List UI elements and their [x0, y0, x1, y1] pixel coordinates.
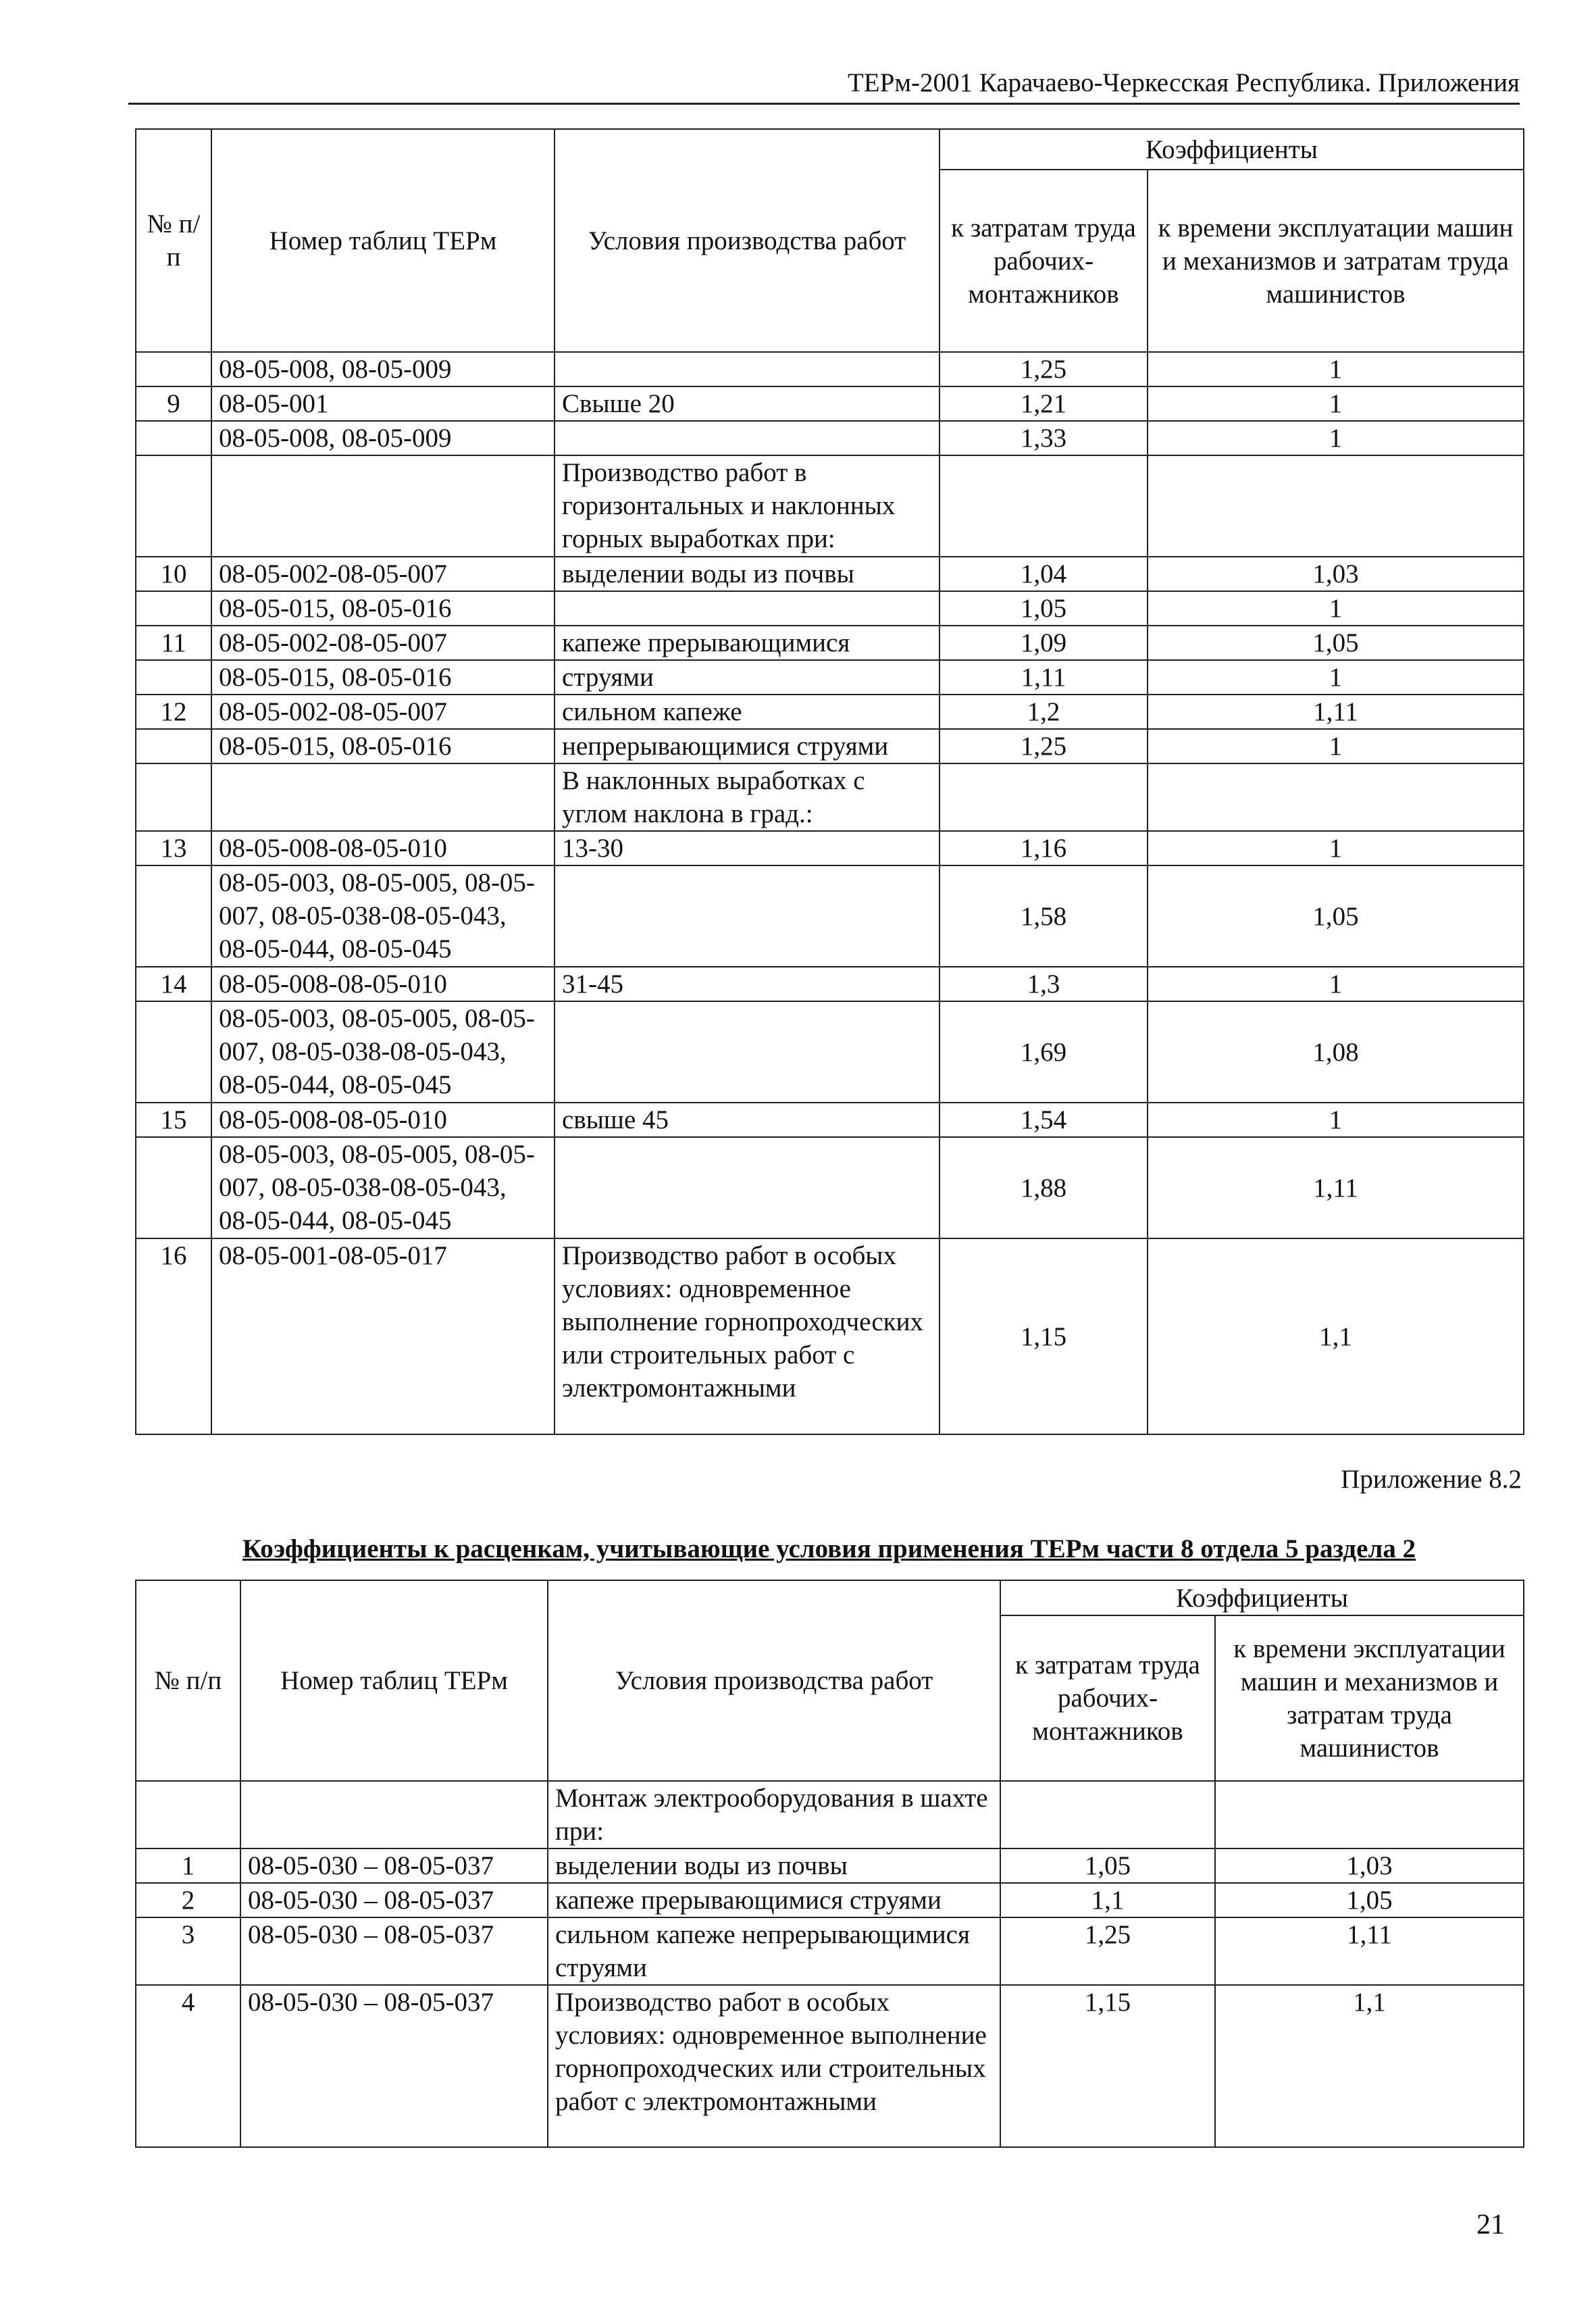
- row-coef-labor: [939, 455, 1148, 557]
- row-conditions: [555, 865, 939, 967]
- row-tables: 08-05-002-08-05-007: [211, 695, 555, 729]
- coefficients-table-2: [135, 1580, 1524, 2148]
- row-coef-machines: 1: [1148, 352, 1524, 386]
- row-coef-labor: 1,58: [939, 865, 1148, 967]
- table-row: [136, 1137, 1524, 1238]
- row-coef-labor: 1,11: [939, 660, 1148, 695]
- row-conditions: Свыше 20: [555, 386, 939, 421]
- row-coef-labor: 1,69: [939, 1001, 1148, 1103]
- row-coef-labor: 1,16: [939, 831, 1148, 865]
- header-coef-machines: к времени эксплуатации машин и механизмов и затратам труда машинистов: [1215, 1615, 1524, 1781]
- table-row: [136, 421, 1524, 455]
- row-conditions: [555, 1137, 939, 1238]
- row-tables: 08-05-003, 08-05-005, 08-05-007, 08-05-038-08-05-043, 08-05-044, 08-05-045: [211, 1137, 555, 1238]
- row-conditions: струями: [555, 660, 939, 695]
- row-coef-machines: 1,1: [1215, 1985, 1524, 2147]
- row-coef-machines: 1,03: [1215, 1848, 1524, 1883]
- row-num: [136, 729, 211, 763]
- row-tables: 08-05-003, 08-05-005, 08-05-007, 08-05-038-08-05-043, 08-05-044, 08-05-045: [211, 1001, 555, 1103]
- header-conditions: Условия производства работ: [548, 1580, 1000, 1781]
- row-tables: 08-05-003, 08-05-005, 08-05-007, 08-05-038-08-05-043, 08-05-044, 08-05-045: [211, 865, 555, 967]
- table-row: [136, 660, 1524, 695]
- row-tables: 08-05-015, 08-05-016: [211, 729, 555, 763]
- row-num: [136, 1137, 211, 1238]
- row-tables: 08-05-030 – 08-05-037: [240, 1985, 548, 2147]
- row-conditions: сильном капеже: [555, 695, 939, 729]
- row-num: [136, 660, 211, 695]
- row-tables: 08-05-008-08-05-010: [211, 967, 555, 1001]
- row-coef-labor: 1,3: [939, 967, 1148, 1001]
- row-tables: [211, 763, 555, 831]
- table-row: [136, 763, 1524, 831]
- row-conditions: капеже прерывающимися: [555, 626, 939, 660]
- table-row: [136, 455, 1524, 557]
- row-coef-machines: 1,11: [1215, 1917, 1524, 1985]
- row-conditions: Производство работ в горизонтальных и наклонных горных выработках при:: [555, 455, 939, 557]
- row-tables: 08-05-008-08-05-010: [211, 1103, 555, 1137]
- row-num: 10: [136, 557, 211, 591]
- row-num: [136, 763, 211, 831]
- table-row: [136, 1103, 1524, 1137]
- row-num: [136, 1781, 240, 1848]
- row-num: 16: [136, 1238, 211, 1434]
- table-row: [136, 1238, 1524, 1434]
- row-coef-labor: [939, 763, 1148, 831]
- row-conditions: [555, 1001, 939, 1103]
- row-num: [136, 421, 211, 455]
- header-num: № п/п: [136, 129, 211, 352]
- table-row: [136, 1883, 1524, 1917]
- row-tables: 08-05-030 – 08-05-037: [240, 1848, 548, 1883]
- row-tables: 08-05-001: [211, 386, 555, 421]
- row-num: 13: [136, 831, 211, 865]
- header-coef-machines: к времени эксплуатации машин и механизмов и затратам труда машинистов: [1148, 170, 1524, 352]
- row-conditions: Производство работ в особых условиях: одновременное выполнение горнопроходческих или строительных работ с электромонтажными: [548, 1985, 1000, 2147]
- row-coef-machines: [1148, 763, 1524, 831]
- row-tables: [211, 455, 555, 557]
- table-row: [136, 626, 1524, 660]
- row-tables: 08-05-001-08-05-017: [211, 1238, 555, 1434]
- table-row: [136, 1001, 1524, 1103]
- row-tables: 08-05-008, 08-05-009: [211, 421, 555, 455]
- row-coef-machines: 1: [1148, 729, 1524, 763]
- row-coef-machines: 1,08: [1148, 1001, 1524, 1103]
- row-coef-machines: 1,05: [1215, 1883, 1524, 1917]
- row-coef-labor: 1,21: [939, 386, 1148, 421]
- row-tables: 08-05-008, 08-05-009: [211, 352, 555, 386]
- coefficients-table-1: [135, 128, 1524, 1435]
- row-num: 2: [136, 1883, 240, 1917]
- row-num: [136, 352, 211, 386]
- row-num: 4: [136, 1985, 240, 2147]
- row-tables: [240, 1781, 548, 1848]
- row-num: 9: [136, 386, 211, 421]
- row-coef-machines: 1,05: [1148, 626, 1524, 660]
- row-coef-machines: 1: [1148, 660, 1524, 695]
- running-header: ТЕРм-2001 Карачаево-Черкесская Республика. Приложения: [128, 66, 1520, 105]
- row-tables: 08-05-015, 08-05-016: [211, 591, 555, 626]
- row-conditions: выделении воды из почвы: [555, 557, 939, 591]
- row-num: [136, 591, 211, 626]
- row-coef-labor: 1,04: [939, 557, 1148, 591]
- page-number: 21: [1476, 2209, 1505, 2240]
- row-coef-machines: 1: [1148, 831, 1524, 865]
- table-row: [136, 967, 1524, 1001]
- row-coef-machines: 1: [1148, 1103, 1524, 1137]
- row-coef-machines: 1,11: [1148, 1137, 1524, 1238]
- row-coef-labor: 1,15: [1000, 1985, 1215, 2147]
- header-conditions: Условия производства работ: [555, 129, 939, 352]
- row-num: [136, 1001, 211, 1103]
- row-conditions: 31-45: [555, 967, 939, 1001]
- table-row: [136, 865, 1524, 967]
- table-row: [136, 386, 1524, 421]
- row-conditions: [555, 421, 939, 455]
- row-coef-labor: 1,25: [939, 729, 1148, 763]
- row-conditions: капеже прерывающимися струями: [548, 1883, 1000, 1917]
- row-coef-machines: 1: [1148, 967, 1524, 1001]
- row-num: 12: [136, 695, 211, 729]
- header-coef-labor: к затратам труда рабочих-монтажников: [1000, 1615, 1215, 1781]
- row-conditions: выделении воды из почвы: [548, 1848, 1000, 1883]
- table-row: [136, 1985, 1524, 2147]
- row-coef-machines: 1,03: [1148, 557, 1524, 591]
- row-coef-machines: [1215, 1781, 1524, 1848]
- row-coef-machines: 1: [1148, 421, 1524, 455]
- row-tables: 08-05-002-08-05-007: [211, 557, 555, 591]
- row-num: 15: [136, 1103, 211, 1137]
- table-row: [136, 1917, 1524, 1985]
- table-row: [136, 352, 1524, 386]
- row-coef-labor: 1,25: [939, 352, 1148, 386]
- row-coef-labor: 1,05: [939, 591, 1148, 626]
- row-tables: 08-05-015, 08-05-016: [211, 660, 555, 695]
- table-row: [136, 1781, 1524, 1848]
- row-coef-labor: 1,1: [1000, 1883, 1215, 1917]
- header-num: № п/п: [136, 1580, 240, 1781]
- table-row: [136, 1848, 1524, 1883]
- row-conditions: 13-30: [555, 831, 939, 865]
- table-row: [136, 591, 1524, 626]
- row-coef-labor: 1,15: [939, 1238, 1148, 1434]
- row-tables: 08-05-002-08-05-007: [211, 626, 555, 660]
- row-tables: 08-05-030 – 08-05-037: [240, 1917, 548, 1985]
- row-coef-labor: 1,54: [939, 1103, 1148, 1137]
- row-num: 1: [136, 1848, 240, 1883]
- row-coef-labor: 1,2: [939, 695, 1148, 729]
- header-coefficients: Коэффициенты: [939, 129, 1524, 170]
- table-row: [136, 831, 1524, 865]
- row-coef-machines: 1,1: [1148, 1238, 1524, 1434]
- row-coef-labor: [1000, 1781, 1215, 1848]
- row-conditions: сильном капеже непрерывающимися струями: [548, 1917, 1000, 1985]
- row-conditions: непрерывающимися струями: [555, 729, 939, 763]
- table-row: [136, 729, 1524, 763]
- row-tables: 08-05-030 – 08-05-037: [240, 1883, 548, 1917]
- row-conditions: [555, 591, 939, 626]
- row-conditions: В наклонных выработках с углом наклона в град.:: [555, 763, 939, 831]
- row-coef-machines: [1148, 455, 1524, 557]
- row-coef-labor: 1,09: [939, 626, 1148, 660]
- row-coef-labor: 1,33: [939, 421, 1148, 455]
- appendix-label: Приложение 8.2: [1341, 1465, 1522, 1494]
- row-num: 3: [136, 1917, 240, 1985]
- header-tables: Номер таблиц ТЕРм: [240, 1580, 548, 1781]
- header-tables: Номер таблиц ТЕРм: [211, 129, 555, 352]
- row-conditions: [555, 352, 939, 386]
- table-row: [136, 695, 1524, 729]
- row-coef-labor: 1,05: [1000, 1848, 1215, 1883]
- header-coefficients: Коэффициенты: [1000, 1580, 1524, 1615]
- row-conditions: свыше 45: [555, 1103, 939, 1137]
- row-num: [136, 865, 211, 967]
- row-coef-machines: 1: [1148, 386, 1524, 421]
- row-num: 11: [136, 626, 211, 660]
- row-coef-labor: 1,25: [1000, 1917, 1215, 1985]
- table-row: [136, 557, 1524, 591]
- row-coef-machines: 1: [1148, 591, 1524, 626]
- row-coef-labor: 1,88: [939, 1137, 1148, 1238]
- header-coef-labor: к затратам труда рабочих-монтажников: [939, 170, 1148, 352]
- row-num: [136, 455, 211, 557]
- row-conditions: Монтаж электрооборудования в шахте при:: [548, 1781, 1000, 1848]
- row-conditions: Производство работ в особых условиях: одновременное выполнение горнопроходческих или строительных работ с электромонтажными: [555, 1238, 939, 1434]
- row-num: 14: [136, 967, 211, 1001]
- row-coef-machines: 1,11: [1148, 695, 1524, 729]
- table-caption: Коэффициенты к расценкам, учитывающие условия применения ТЕРм части 8 отдела 5 раздела 2: [242, 1534, 1416, 1563]
- row-coef-machines: 1,05: [1148, 865, 1524, 967]
- row-tables: 08-05-008-08-05-010: [211, 831, 555, 865]
